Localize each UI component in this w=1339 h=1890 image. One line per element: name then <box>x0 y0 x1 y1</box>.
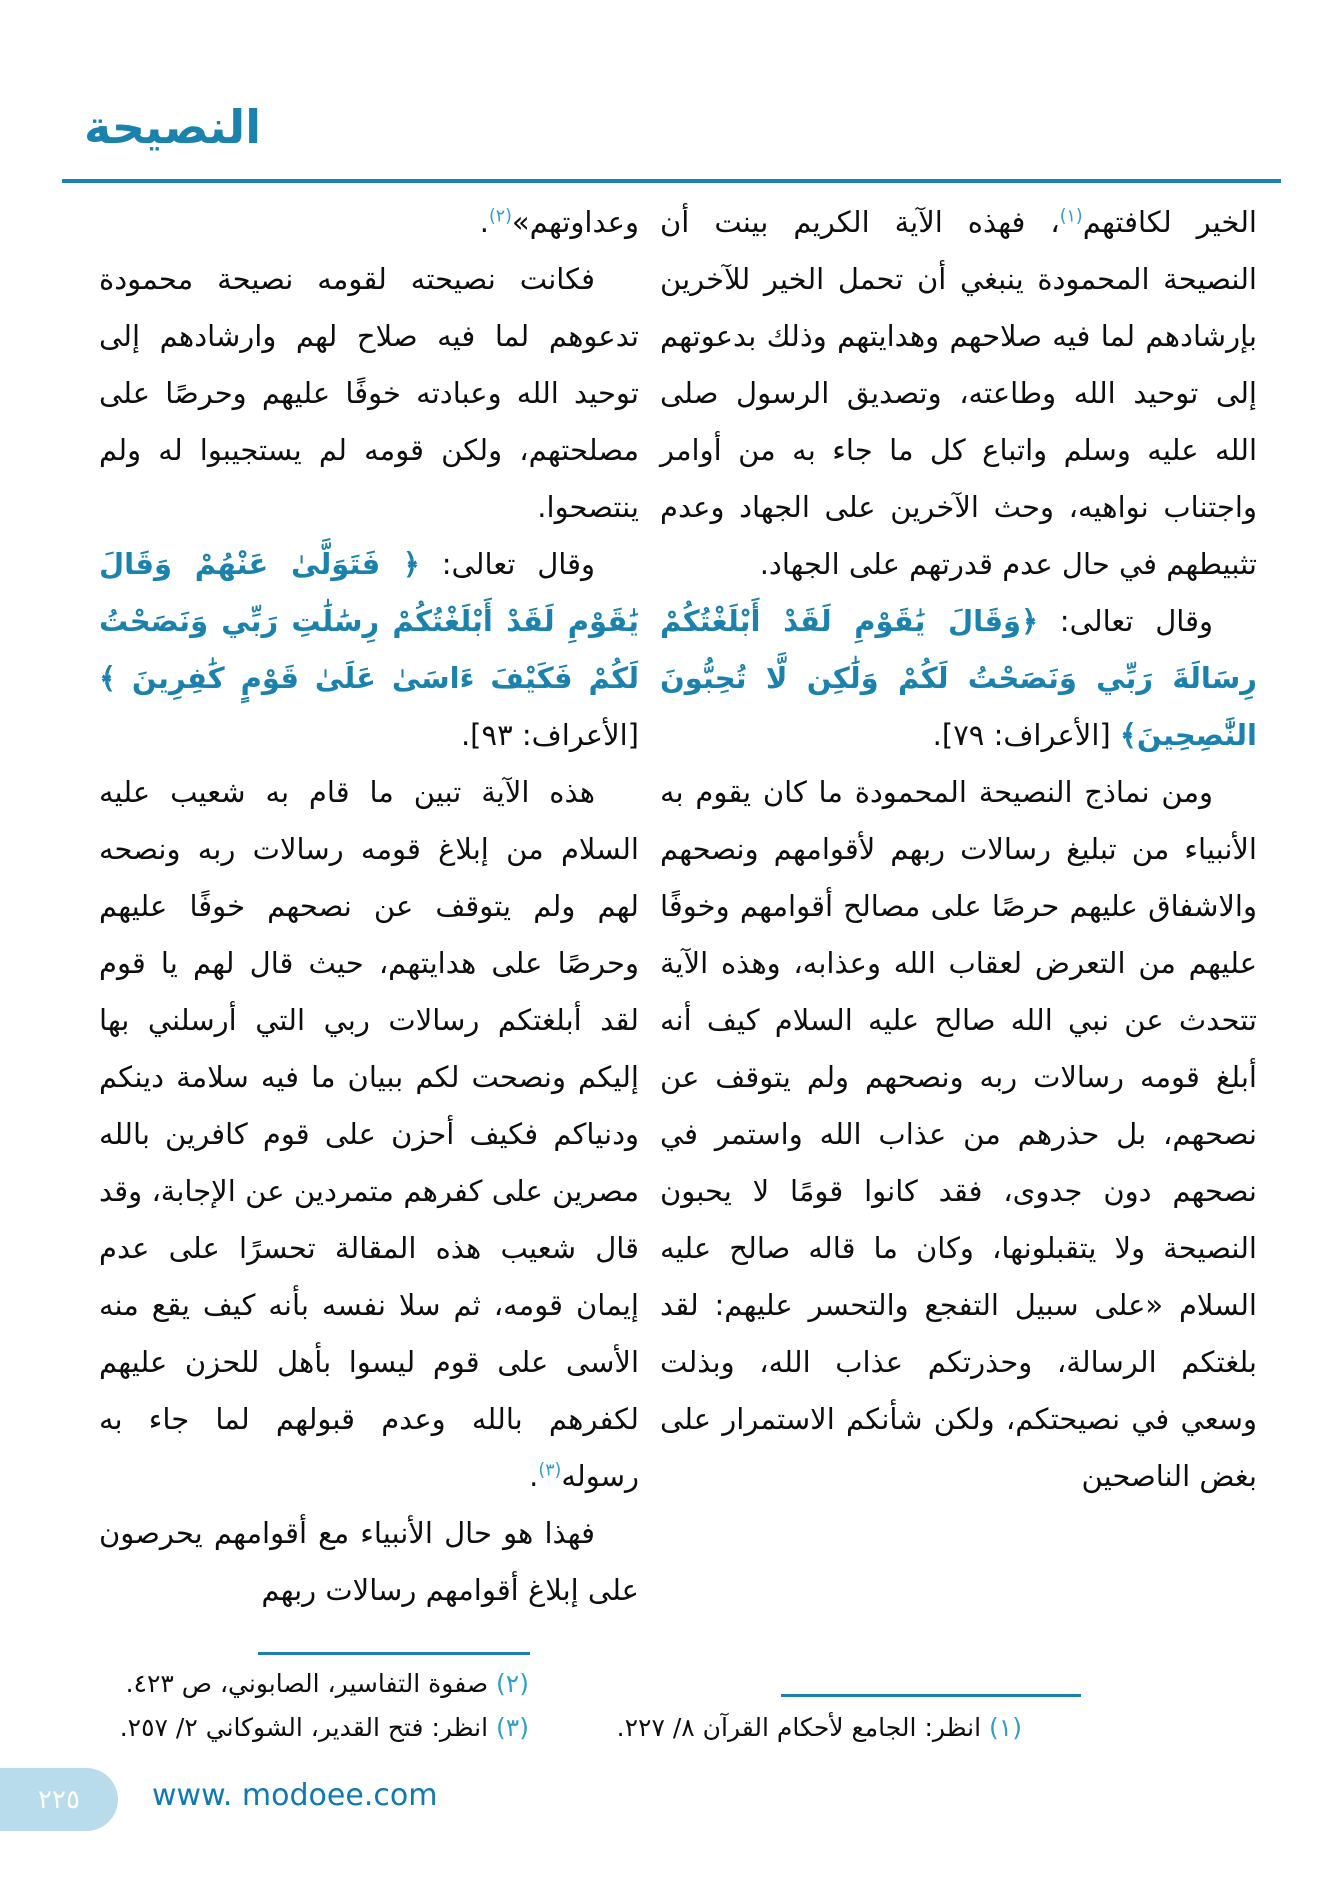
column-right <box>660 194 1257 1505</box>
footnote-text: انظر: الجامع لأحكام القرآن ٨/ ٢٢٧. <box>616 1713 982 1742</box>
body-text: وعداوتهم» <box>511 205 639 239</box>
quran-verse: ﴿ فَتَوَلَّىٰ عَنْهُمْ وَقَالَ يَٰقَوْمِ لَقَدْ أَبْلَغْتُكُمْ رِسَٰلَٰتِ رَبِّي وَنَصَحْتُ لَكُمْ فَكَيْفَ ءَاسَىٰ عَلَىٰ قَوْمٍ كَٰفِرِينَ ﴾ <box>99 547 639 695</box>
verse-reference: [الأعراف: ٩٣]. <box>460 718 639 752</box>
page-number-tab <box>0 1768 118 1831</box>
website-text: www. modoee.com <box>152 1778 438 1813</box>
footnote-number: (١) <box>989 1713 1022 1742</box>
paragraph <box>99 194 639 251</box>
footnote-ref-3: (٣) <box>538 1460 562 1481</box>
column-left <box>99 194 639 1619</box>
body-text: هذه الآية تبين ما قام به شعيب عليه السلام من إبلاغ قومه رسالات ربه ونصحه لهم ولم يتوقف عن نصحهم خوفًا عليهم وحرصًا على هدايتهم، حيث قال لهم يا قوم لقد أبلغتكم رسالات ربي التي أرسلني بها إليكم ونصحت لكم ببيان ما فيه سلامة دينكم ودنياكم فكيف أحزن على قوم كافرين بالله مصرين على كفرهم متمردين عن الإجابة، وقد قال شعيب هذه المقالة تحسرًا على عدم إيمان قومه، ثم سلا نفسه بأنه كيف يقع منه الأسى على قوم ليسوا بأهل للحزن عليهم لكفرهم بالله وعدم قبولهم لما جاء به رسوله <box>99 775 639 1493</box>
paragraph: فكانت نصيحته لقومه نصيحة محمودة تدعوهم لما فيه صلاح لهم وارشادهم إلى توحيد الله وعبادته خوفًا عليهم وحرصًا على مصلحتهم، ولكن قومه لم يستجيبوا له ولم ينتصحوا. <box>99 262 639 524</box>
footnote-separator-left <box>258 1652 530 1655</box>
paragraph: فهذا هو حال الأنبياء مع أقوامهم يحرصون على إبلاغ أقوامهم رسالات ربهم <box>99 1516 639 1607</box>
paragraph <box>99 764 639 1505</box>
body-text: وقال تعالى: <box>419 547 596 581</box>
footnote-separator-right <box>781 1694 1081 1697</box>
footnote-text: انظر: فتح القدير، الشوكاني ٢/ ٢٥٧. <box>119 1713 489 1742</box>
header-rule <box>62 179 1281 183</box>
page-number: ٢٢٥ <box>38 1784 80 1815</box>
body-text: الخير لكافتهم <box>1082 205 1257 239</box>
verse-reference: [الأعراف: ٧٩]. <box>932 718 1120 752</box>
footnotes-left <box>120 1662 529 1750</box>
paragraph <box>99 536 639 764</box>
paragraph <box>660 593 1257 764</box>
footnote-number: (٣) <box>496 1713 529 1742</box>
quran-verse: ﴿وَقَالَ يَٰقَوْمِ لَقَدْ أَبْلَغْتُكُمْ رِسَالَةَ رَبِّي وَنَصَحْتُ لَكُمْ وَلَٰكِن لَّا تُحِبُّونَ النَّٰصِحِينَ﴾ <box>660 604 1257 752</box>
page-title: النصيحة <box>84 100 261 154</box>
footnote-ref-2: (٢) <box>488 206 512 227</box>
footnote-text: صفوة التفاسير، الصابوني، ص ٤٢٣. <box>125 1669 489 1698</box>
footnote-right <box>617 1706 1022 1750</box>
footnote-number: (٢) <box>496 1669 529 1698</box>
body-text: وقال تعالى: <box>1038 604 1213 638</box>
body-text: . <box>529 1459 539 1493</box>
footnote-ref-1: (١) <box>1059 206 1083 227</box>
paragraph: ومن نماذج النصيحة المحمودة ما كان يقوم به الأنبياء من تبليغ رسالات ربهم لأقوامهم ونصحهم والاشفاق عليهم حرصًا على مصالح أقوامهم وخوفًا عليهم من التعرض لعقاب الله وعذابه، وهذه الآية تتحدث عن نبي الله صالح عليه السلام كيف أنه أبلغ قومه رسالات ربه ونصحهم ولم يتوقف عن نصحهم، بل حذرهم من عذاب الله واستمر في نصحهم دون جدوى، فقد كانوا قومًا لا يحبون النصيحة ولا يتقبلونها، وكان ما قاله صالح عليه السلام «على سبيل التفجع والتحسر عليهم: لقد بلغتكم الرسالة، وحذرتكم عذاب الله، وبذلت وسعي في نصيحتكم، ولكن شأنكم الاستمرار على بغض الناصحين <box>660 775 1257 1493</box>
footnote-line <box>120 1706 529 1750</box>
paragraph <box>660 194 1257 593</box>
body-text: ، فهذه الآية الكريم بينت أن النصيحة المحمودة ينبغي أن تحمل الخير للآخرين بإرشادهم لما فيه صلاحهم وهدايتهم وذلك بدعوتهم إلى توحيد الله وطاعته، وتصديق الرسول صلى الله عليه وسلم واتباع كل ما جاء به من أوامر واجتناب نواهيه، وحث الآخرين على الجهاد وعدم تثبيطهم في حال عدم قدرتهم على الجهاد. <box>660 205 1257 581</box>
footnote-line <box>120 1662 529 1706</box>
body-text: . <box>479 205 489 239</box>
